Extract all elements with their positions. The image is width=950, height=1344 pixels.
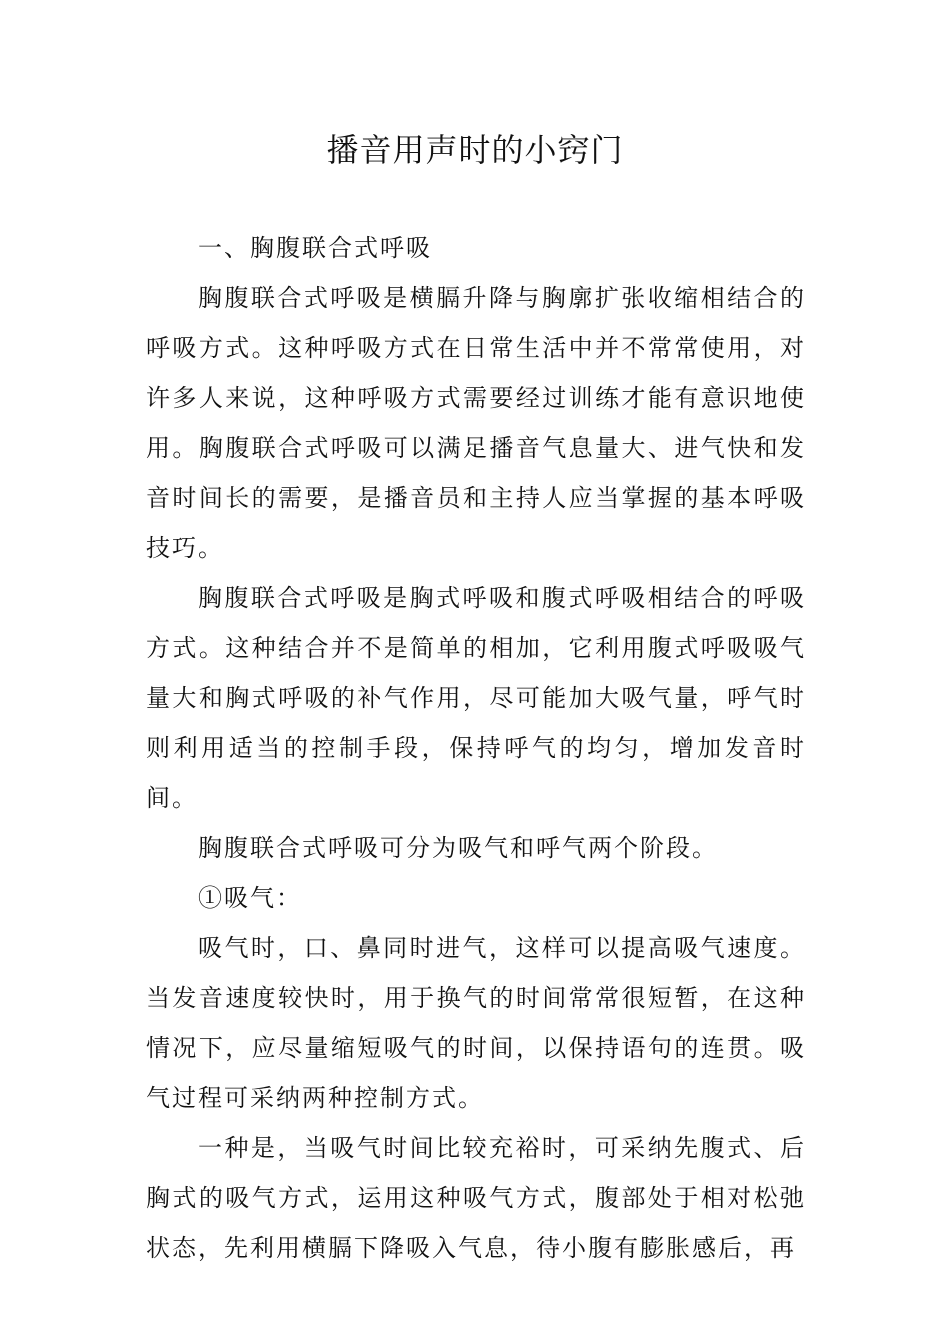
document-body xyxy=(146,223,806,1273)
paragraph: 一种是，当吸气时间比较充裕时，可采纳先腹式、后胸式的吸气方式，运用这种吸气方式，腹部处于相对松弛状态，先利用横膈下降吸入气息，待小腹有膨胀感后，再 xyxy=(146,1134,806,1262)
section-heading: 一、胸腹联合式呼吸 xyxy=(198,234,432,262)
document-title: 播音用声时的小窍门 xyxy=(326,131,624,169)
paragraph: 吸气时，口、鼻同时进气，这样可以提高吸气速度。当发音速度较快时，用于换气的时间常常很短暂，在这种情况下，应尽量缩短吸气的时间，以保持语句的连贯。吸气过程可采纳两种控制方式。 xyxy=(146,934,806,1112)
paragraph: 胸腹联合式呼吸是胸式呼吸和腹式呼吸相结合的呼吸方式。这种结合并不是简单的相加，它利用腹式呼吸吸气量大和胸式呼吸的补气作用，尽可能加大吸气量，呼气时则利用适当的控制手段，保持呼气的均匀，增加发音时间。 xyxy=(146,584,806,812)
subheading: ①吸气： xyxy=(198,884,302,912)
paragraph: 胸腹联合式呼吸可分为吸气和呼气两个阶段。 xyxy=(198,834,718,862)
paragraph: 胸腹联合式呼吸是横膈升降与胸廓扩张收缩相结合的呼吸方式。这种呼吸方式在日常生活中并不常常使用，对许多人来说，这种呼吸方式需要经过训练才能有意识地使用。胸腹联合式呼吸可以满足播音气息量大、进气快和发音时间长的需要，是播音员和主持人应当掌握的基本呼吸技巧。 xyxy=(146,284,806,562)
